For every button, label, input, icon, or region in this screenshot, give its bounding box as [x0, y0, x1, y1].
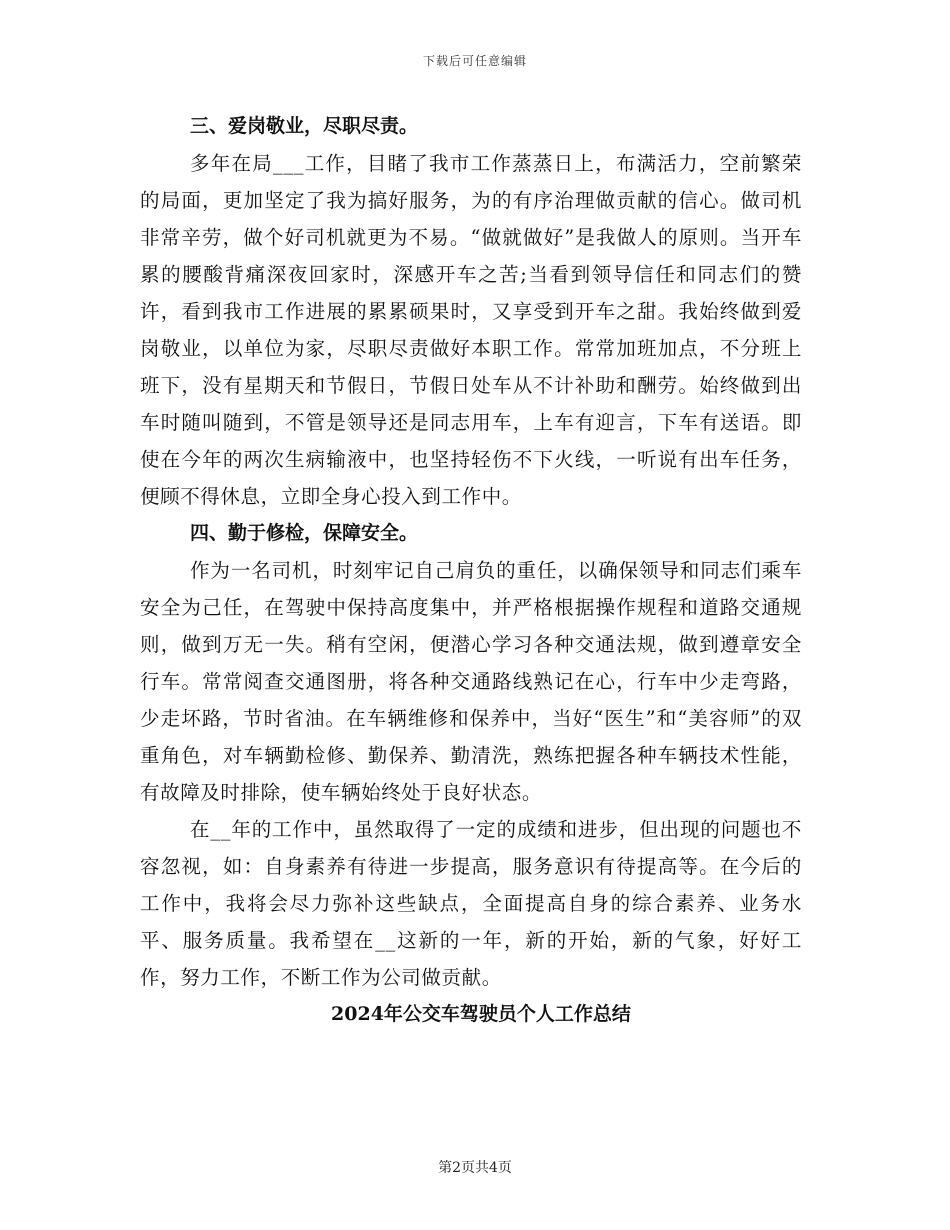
document-body	[140, 108, 802, 1033]
section-heading-4: 四、勤于修检，保障安全。	[190, 522, 419, 544]
page-number-footer: 第2页共4页	[438, 1160, 512, 1176]
section-4-paragraph-1: 作为一名司机，时刻牢记自己肩负的重任，以确保领导和同志们乘车安全为己任，在驾驶中保持高度集中，并严格根据操作规程和道路交通规则，做到万无一失。稍有空闲，便潜心学习各种交通法规，做到遵章安全行车。常常阅查交通图册，将各种交通路线熟记在心，行车中少走弯路，少走坏路，节时省油。在车辆维修和保养中，当好“医生”和“美容师”的双重角色，对车辆勤检修、勤保养、勤清洗，熟练把握各种车辆技术性能，有故障及时排除，使车辆始终处于良好状态。	[140, 559, 802, 804]
section-heading-3: 三、爱岗敬业，尽职尽责。	[190, 115, 419, 137]
next-document-title: 2024年公交车驾驶员个人工作总结	[331, 1003, 631, 1025]
page-header-note: 下载后可任意编辑	[422, 54, 527, 68]
section-4-paragraph-2: 在__年的工作中，虽然取得了一定的成绩和进步，但出现的问题也不容忽视，如：自身素养有待进一步提高，服务意识有待提高等。在今后的工作中，我将会尽力弥补这些缺点，全面提高自身的综合素养、业务水平、服务质量。我希望在__这新的一年，新的开始，新的气象，好好工作，努力工作，不断工作为公司做贡献。	[140, 818, 802, 989]
section-3-paragraph: 多年在局___工作，目睹了我市工作蒸蒸日上，布满活力，空前繁荣的局面，更加坚定了我为搞好服务，为的有序治理做贡献的信心。做司机非常辛劳，做个好司机就更为不易。“做就做好”是我做人的原则。当开车累的腰酸背痛深夜回家时，深感开车之苦;当看到领导信任和同志们的赞许，看到我市工作进展的累累硕果时，又享受到开车之甜。我始终做到爱岗敬业，以单位为家，尽职尽责做好本职工作。常常加班加点，不分班上班下，没有星期天和节假日，节假日处车从不计补助和酬劳。始终做到出车时随叫随到，不管是领导还是同志用车，上车有迎言，下车有送语。即使在今年的两次生病输液中，也坚持轻伤不下火线，一听说有出车任务，便顾不得休息，立即全身心投入到工作中。	[140, 152, 802, 508]
